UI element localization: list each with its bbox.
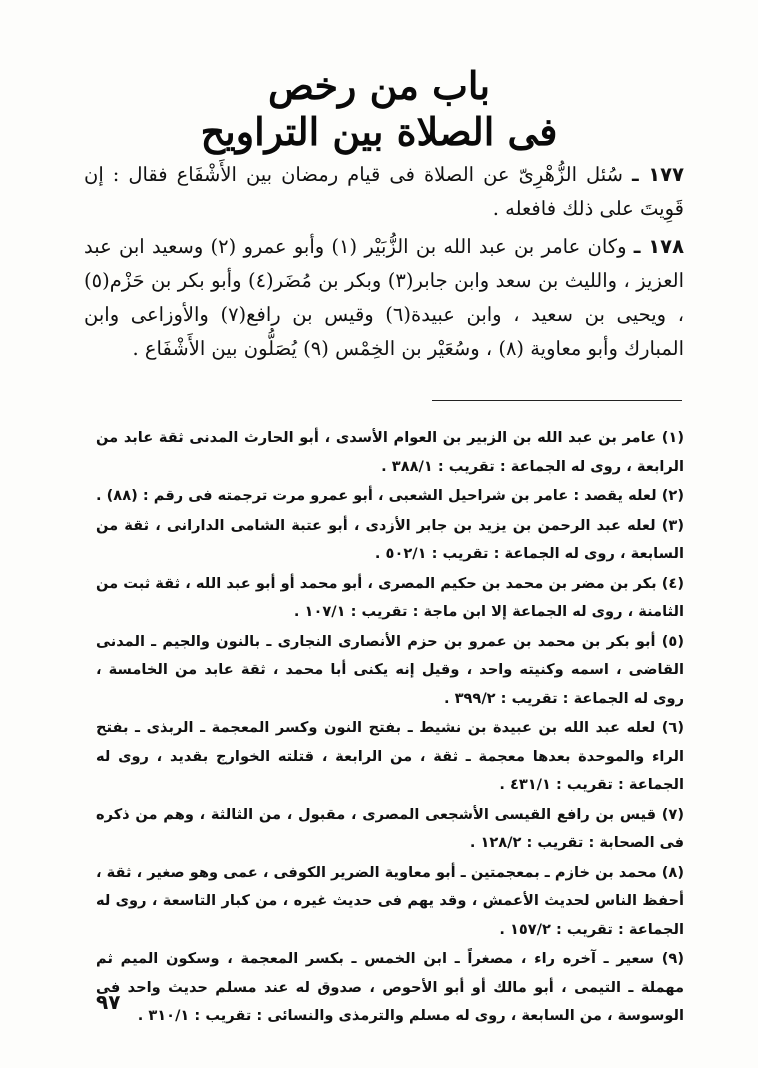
footnote-2: (٢) لعله يقصد : عامر بن شراحيل الشعبى ، أبو عمرو مرت ترجمته فى رقم : (٨٨) . [96, 487, 684, 504]
main-text [84, 158, 684, 370]
footnote-3: (٣) لعله عبد الرحمن بن يزيد بن جابر الأزدى ، أبو عتبة الشامى الدارانى ، ثقة من السابعة ، روى له الجماعة : تقريب : ٥٠٢/١ . [96, 516, 684, 562]
footnote-4: (٤) بكر بن مضر بن محمد بن حكيم المصرى ، أبو محمد أو أبو عبد الله ، ثقة ثبت من الثامنة ، روى له الجماعة إلا ابن ماجة : تقريب : ١٠٧/١ . [96, 574, 684, 620]
footnotes [96, 424, 684, 1032]
paragraph-text: سُئل الزُّهْرِىّ عن الصلاة فى قيام رمضان بين الأَشْفَاع فقال : إن قَوِيتَ على ذلك فافعله . [84, 163, 684, 220]
paragraph-number: ١٧٧ ـ [632, 163, 684, 186]
chapter-title-line-2: فى الصلاة بين التراويح [200, 109, 558, 154]
footnote-8: (٨) محمد بن خازم ـ بمعجمتين ـ أبو معاوية الضرير الكوفى ، عمى وهو صغير ، ثقة ، أحفظ الناس لحديث الأعمش ، وقد يهم فى حديث غيره ، من كبار التاسعة ، روى له الجماعة : تقريب : ١٥٧/٢ . [96, 863, 684, 938]
footnote-7: (٧) قيس بن رافع القيسى الأشجعى المصرى ، مقبول ، من الثالثة ، وهم من ذكره فى الصحابة : تقريب : ١٢٨/٢ . [96, 805, 684, 851]
footnote-9: (٩) سعير ـ آخره راء ، مصغراً ـ ابن الخمس ـ بكسر المعجمة ، وسكون الميم ثم مهملة ـ التيمى ، أبو مالك أو أبو الأحوص ، صدوق له عند مسلم حديث واحد فى الوسوسة ، من السابعة ، روى له مسلم والترمذى والنسائى : تقريب : ٣١٠/١ . [96, 950, 684, 1024]
footnote-divider [432, 400, 682, 401]
paragraph-178 [84, 230, 684, 366]
chapter-title-line-1: باب من رخص [267, 63, 491, 108]
footnote-1: (١) عامر بن عبد الله بن الزبير بن العوام الأسدى ، أبو الحارث المدنى ثقة عابد من الرابعة ، روى له الجماعة : تقريب : ٣٨٨/١ . [96, 429, 684, 475]
page-number: ٩٧ [96, 990, 121, 1014]
paragraph-text: وكان عامر بن عبد الله بن الزُّبَيْر (١) وأبو عمرو (٢) وسعيد ابن عبد العزيز ، والليث بن سعد وابن جابر(٣) وبكر بن مُضَر(٤) وأبو بكر بن حَزْم(٥) ، ويحيى بن سعيد ، وابن عبيدة(٦) وقيس بن رافع(٧) والأوزاعى وابن المبارك وأبو معاوية (٨) ، وسُعَيْر بن الخِمْس (٩) يُصَلُّون بين الأَشْفَاع . [84, 235, 684, 360]
footnote-6: (٦) لعله عبد الله بن عبيدة بن نشيط ـ بفتح النون وكسر المعجمة ـ الربذى ـ بفتح الراء والموحدة بعدها معجمة ـ ثقة ، من الرابعة ، قتلته الخوارج بقديد ، روى له الجماعة : تقريب : ٤٣١/١ . [96, 719, 684, 793]
paragraph-number: ١٧٨ ـ [633, 235, 684, 258]
footnote-5: (٥) أبو بكر بن محمد بن عمرو بن حزم الأنصارى النجارى ـ بالنون والجيم ـ المدنى القاضى ، اسمه وكنيته واحد ، وقيل إنه يكنى أبا محمد ، ثقة عابد من الخامسة ، روى له الجماعة : تقريب : ٣٩٩/٢ . [96, 632, 684, 707]
paragraph-177 [84, 158, 684, 226]
